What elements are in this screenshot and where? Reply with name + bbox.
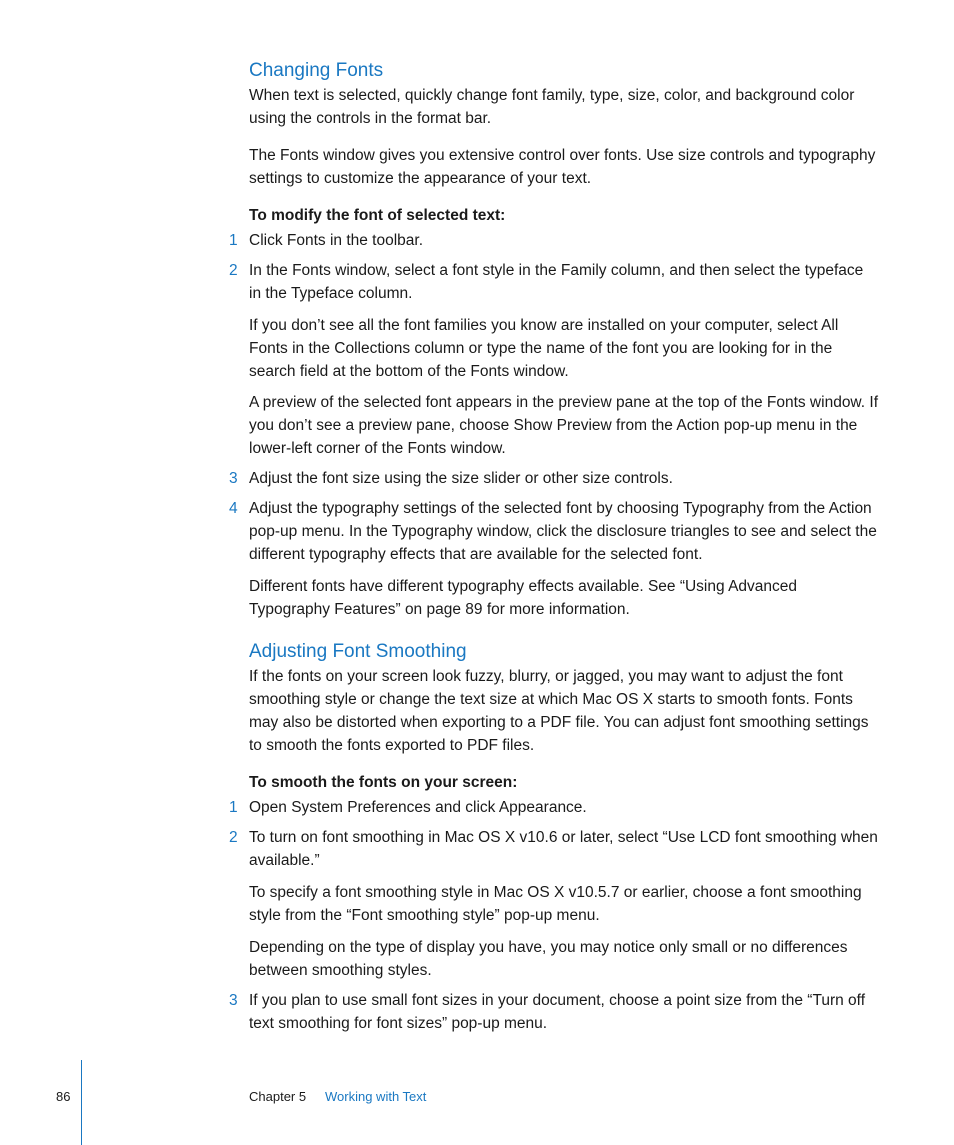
- step-number: 2: [229, 829, 238, 846]
- step-text: If you plan to use small font sizes in your document, choose a point size from the “Turn off text smoothing for font sizes” pop-up menu.: [249, 992, 866, 1032]
- intro-paragraph: If the fonts on your screen look fuzzy, blurry, or jagged, you may want to adjust the font smoothing style or change the text size at which Mac OS X starts to smooth fonts. Fonts may also be distorted when exporting to a PDF file. You can adjust font smoothing settings to smooth the fonts exported to PDF files.: [249, 668, 869, 754]
- footer-chapter-title: Working with Text: [325, 1089, 427, 1104]
- footer-chapter-label: Chapter 5: [249, 1089, 307, 1104]
- procedure-lead: To smooth the fonts on your screen:: [249, 774, 518, 791]
- step-text: Open System Preferences and click Appearance.: [249, 799, 587, 816]
- step-note: If you don’t see all the font families you know are installed on your computer, select All Fonts in the Collections column or type the name of the font you are looking for in the search field at the bottom of the Fonts window.: [249, 317, 839, 380]
- step-text: In the Fonts window, select a font style in the Family column, and then select the typeface in the Typeface column.: [249, 262, 864, 302]
- step-text: Click Fonts in the toolbar.: [249, 232, 424, 249]
- step-number: 3: [229, 992, 238, 1009]
- step-number: 4: [229, 500, 238, 517]
- step-number: 2: [229, 262, 238, 279]
- step-note: A preview of the selected font appears in the preview pane at the top of the Fonts window. If you don’t see a preview pane, choose Show Preview from the Action pop-up menu in the lower-left corner of the Fonts window.: [249, 394, 878, 457]
- step-number: 1: [229, 232, 238, 249]
- step-note: Different fonts have different typography effects available. See “Using Advanced Typography Features” on page 89 for more information.: [249, 578, 798, 618]
- step-number: 3: [229, 470, 238, 487]
- step-text: Adjust the typography settings of the selected font by choosing Typography from the Action pop-up menu. In the Typography window, click the disclosure triangles to see and select the different typography effects that are available for the selected font.: [249, 500, 877, 563]
- step-text: Adjust the font size using the size slider or other size controls.: [249, 470, 673, 487]
- step-number: 1: [229, 799, 238, 816]
- intro-paragraph: When text is selected, quickly change font family, type, size, color, and background color using the controls in the format bar.: [249, 87, 855, 127]
- step-text: To turn on font smoothing in Mac OS X v10.6 or later, select “Use LCD font smoothing when available.”: [249, 829, 878, 869]
- section-heading-changing-fonts: Changing Fonts: [249, 60, 384, 81]
- intro-paragraph: The Fonts window gives you extensive control over fonts. Use size controls and typography settings to customize the appearance of your text.: [249, 147, 876, 187]
- footer-divider: [81, 1060, 82, 1145]
- procedure-lead: To modify the font of selected text:: [249, 207, 506, 224]
- section-heading-adjusting-font-smoothing: Adjusting Font Smoothing: [249, 641, 467, 662]
- page-number: 86: [56, 1089, 71, 1104]
- step-note: To specify a font smoothing style in Mac OS X v10.5.7 or earlier, choose a font smoothing style from the “Font smoothing style” pop-up menu.: [249, 884, 862, 924]
- step-note: Depending on the type of display you have, you may notice only small or no differences between smoothing styles.: [249, 939, 848, 979]
